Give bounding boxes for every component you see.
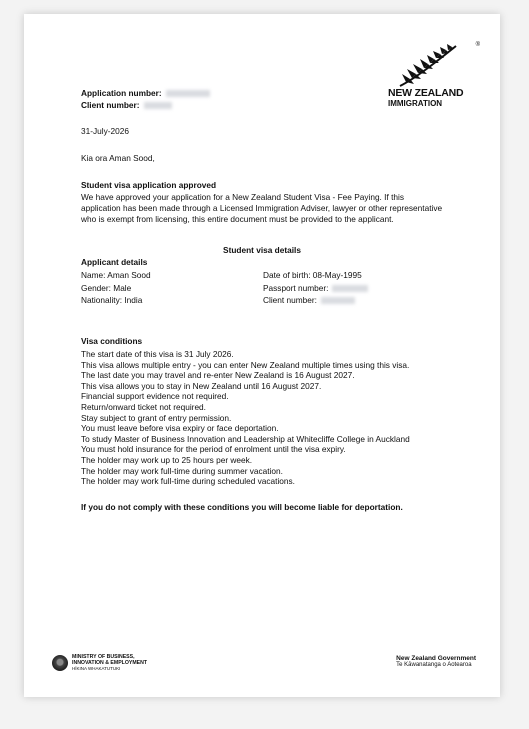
letter-date: 31-July-2026 xyxy=(81,126,129,136)
condition-item: Return/onward ticket not required. xyxy=(81,401,206,412)
applicant-name: Name: Aman Sood xyxy=(81,270,151,280)
applicant-dob: Date of birth: 08-May-1995 xyxy=(263,270,362,280)
passport-number-label: Passport number: xyxy=(263,283,329,293)
gov-line-2: Te Kāwanatanga o Aotearoa xyxy=(396,662,472,668)
condition-item: Financial support evidence not required. xyxy=(81,391,229,402)
client-number-label: Client number: xyxy=(81,100,140,110)
logo-line-2: IMMIGRATION xyxy=(388,99,443,108)
condition-item: You must hold insurance for the period of enrolment until the visa expiry. xyxy=(81,444,346,455)
application-number-row xyxy=(81,88,210,99)
conditions-list xyxy=(81,349,481,487)
condition-item: To study Master of Business Innovation and Leadership at Whitecliffe College in Auckland xyxy=(81,433,410,444)
details-client-number-row xyxy=(263,295,355,306)
condition-item: The start date of this visa is 31 July 2026. xyxy=(81,349,234,359)
applicant-gender: Gender: Male xyxy=(81,283,132,293)
ministry-logo xyxy=(52,654,147,671)
redacted-value xyxy=(144,102,172,109)
letter-body: We have approved your application for a New Zealand Student Visa - Fee Paying. If this application has been made through a Licensed Immigration Adviser, lawyer or other representative who is exempt from licensing, this entire document must be provided to the applicant. xyxy=(81,192,443,224)
ministry-line-1: MINISTRY OF BUSINESS, xyxy=(72,654,135,660)
deportation-warning: If you do not comply with these conditions you will become liable for deportation. xyxy=(81,502,403,512)
details-section-title: Student visa details xyxy=(223,245,301,255)
gov-line-1: New Zealand Government xyxy=(396,655,476,662)
ministry-line-3: HĪKINA WHAKATUTUKI xyxy=(72,666,121,671)
silver-fern-icon xyxy=(396,42,468,88)
registered-mark: ® xyxy=(475,42,480,48)
letter-heading: Student visa application approved xyxy=(81,180,217,190)
greeting: Kia ora Aman Sood, xyxy=(81,153,155,163)
condition-item: The holder may work full-time during scheduled vacations. xyxy=(81,476,295,487)
passport-number-row xyxy=(263,283,368,294)
nz-government-logo xyxy=(396,655,476,669)
redacted-value xyxy=(332,285,368,292)
nz-coat-of-arms-icon xyxy=(52,655,68,671)
redacted-value xyxy=(321,297,355,304)
nz-immigration-logo xyxy=(388,42,480,108)
conditions-heading: Visa conditions xyxy=(81,336,143,346)
condition-item: This visa allows you to stay in New Zealand until 16 August 2027. xyxy=(81,380,322,391)
condition-item: The holder may work up to 25 hours per week. xyxy=(81,454,253,465)
redacted-value xyxy=(166,90,210,97)
condition-item: The last date you may travel and re-enter New Zealand is 16 August 2027. xyxy=(81,370,355,381)
condition-item: This visa allows multiple entry - you can enter New Zealand multiple times using this visa. xyxy=(81,359,410,370)
condition-item: Stay subject to grant of entry permission. xyxy=(81,412,232,423)
ministry-line-2: INNOVATION & EMPLOYMENT xyxy=(72,660,148,666)
details-client-number-label: Client number: xyxy=(263,295,317,305)
condition-item: You must leave before visa expiry or face deportation. xyxy=(81,423,279,434)
client-number-row xyxy=(81,100,172,111)
condition-item: The holder may work full-time during summer vacation. xyxy=(81,465,283,476)
logo-line-1: NEW ZEALAND xyxy=(388,87,464,99)
applicant-nationality: Nationality: India xyxy=(81,295,143,305)
application-number-label: Application number: xyxy=(81,88,162,98)
visa-letter-page xyxy=(24,14,500,697)
applicant-details-heading: Applicant details xyxy=(81,257,148,267)
